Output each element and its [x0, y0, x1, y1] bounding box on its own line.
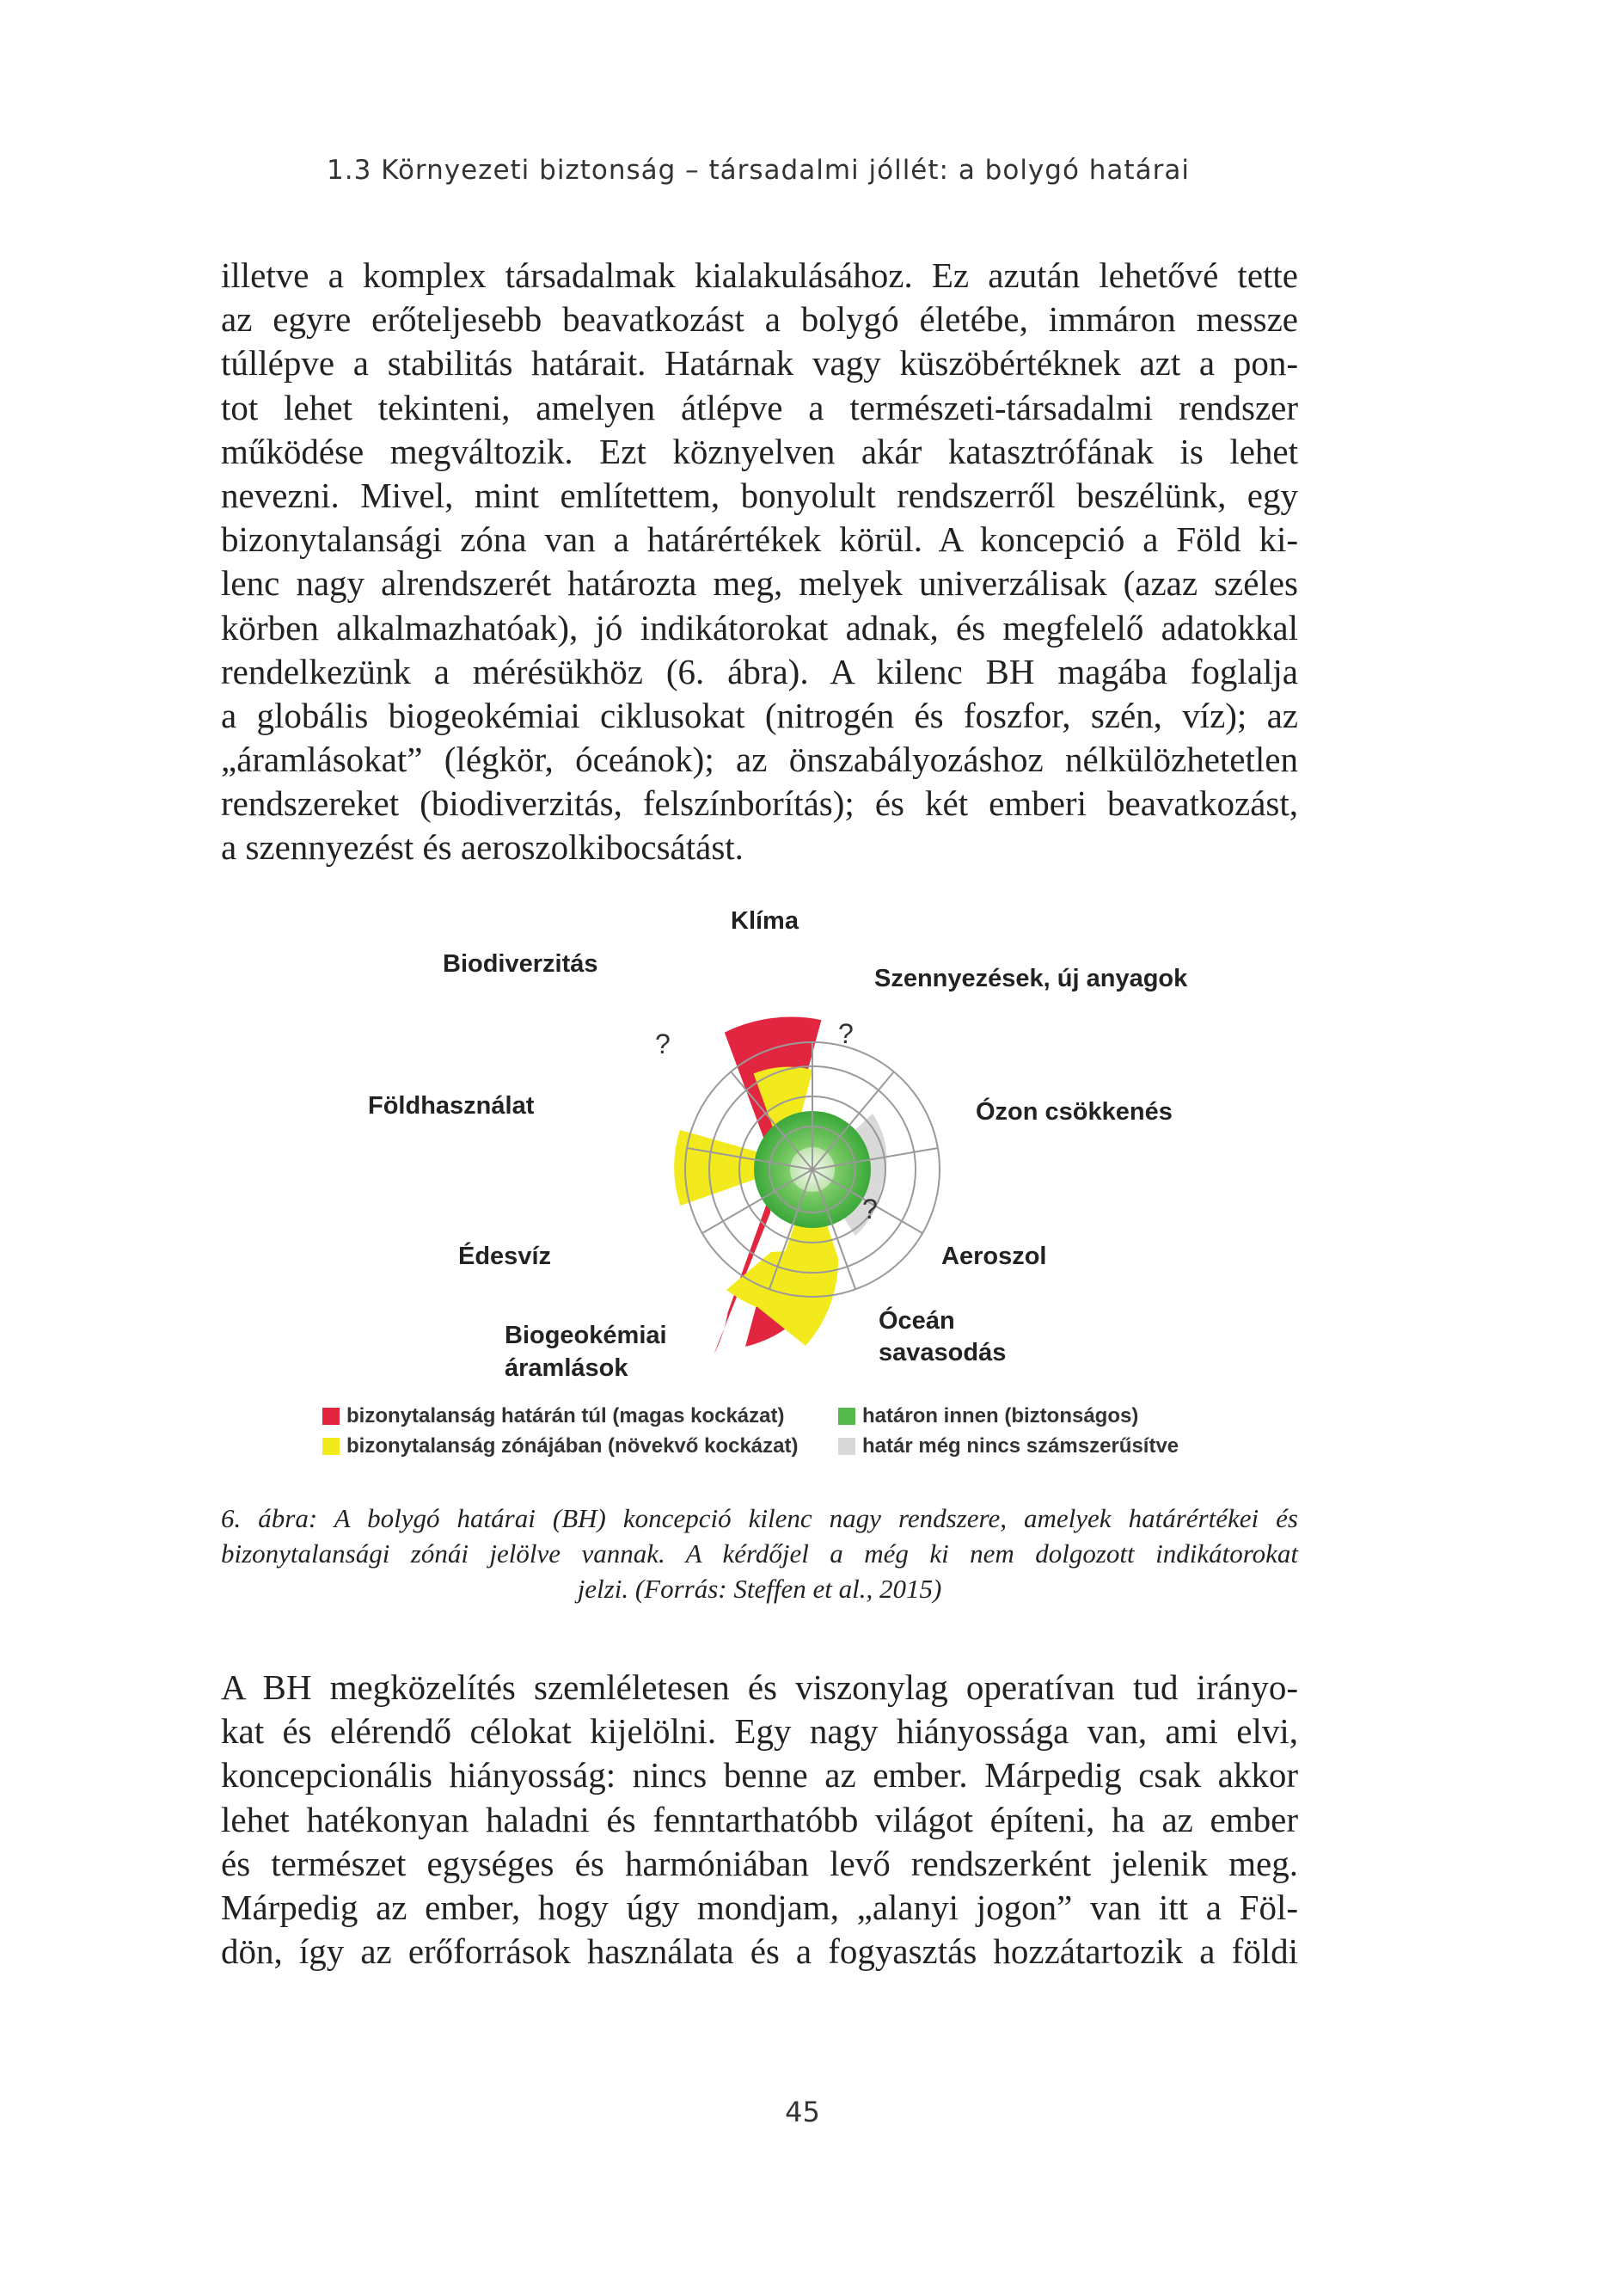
text-line: a szennyezést és aeroszolkibocsátást.: [221, 827, 744, 868]
legend-green-swatch: [838, 1408, 855, 1425]
text-line: működése megváltozik. Ezt köznyelven akár katasztrófának is lehet: [221, 431, 1298, 471]
label-ocean-2: savasodás: [879, 1339, 1007, 1366]
text-line: tot lehet tekinteni, amelyen átlépve a természeti-társadalmi rendszer: [221, 387, 1298, 427]
caption-line: 6. ábra: A bolygó határai (BH) koncepció kilenc nagy rendszere, amelyek határértékei és: [221, 1503, 1298, 1533]
legend-gray-text: határ még nincs számszerűsítve: [862, 1434, 1179, 1458]
text-line: koncepcionális hiányosság: nincs benne az ember. Márpedig csak akkor: [221, 1755, 1298, 1796]
label-ozone: Ózon csökkenés: [976, 1098, 1173, 1126]
page-number: 45: [785, 2096, 820, 2128]
running-head: 1.3 Környezeti biztonság – társadalmi jóllét: a bolygó határai: [327, 155, 1190, 186]
text-line: nevezni. Mivel, mint említettem, bonyolult rendszerről beszélünk, egy: [221, 475, 1298, 515]
text-line: kat és elérendő célokat kijelölni. Egy nagy hiányossága van, ami elvi,: [221, 1711, 1298, 1752]
label-novel-entities: Szennyezések, új anyagok: [874, 965, 1188, 992]
text-line: körben alkalmazhatóak), jó indikátorokat adnak, és megfelelő adatokkal: [221, 607, 1298, 648]
planetary-boundaries-figure: [305, 899, 1259, 1483]
legend-yellow-text: bizonytalanság zónájában (növekvő kockázat): [346, 1434, 799, 1458]
legend-green-text: határon innen (biztonságos): [862, 1404, 1139, 1427]
text-line: rendelkezünk a mérésükhöz (6. ábra). A kilenc BH magába foglalja: [221, 651, 1298, 691]
paragraph-2: [221, 1666, 1298, 1974]
text-line: bizonytalansági zóna van a határértékek körül. A koncepció a Föld ki-: [221, 519, 1298, 560]
text-line: a globális biogeokémiai ciklusokat (nitrogén és foszfor, szén, víz); az: [221, 695, 1298, 735]
label-land-use: Földhasználat: [368, 1092, 535, 1120]
legend-gray: [838, 1434, 1179, 1458]
figure-caption: [221, 1501, 1298, 1606]
text-line: rendszereket (biodiverzitás, felszínborítás); és két emberi beavatkozást,: [221, 783, 1298, 824]
caption-line: jelzi. (Forrás: Steffen et al., 2015): [577, 1574, 942, 1604]
text-line: túllépve a stabilitás határait. Határnak vagy küszöbértéknek azt a pon-: [221, 343, 1298, 384]
text-line: A BH megközelítés szemléletesen és viszonylag operatívan tud irányo-: [221, 1667, 1298, 1707]
legend-red-text: bizonytalanság határán túl (magas kockázat): [346, 1404, 785, 1427]
label-ocean-1: Óceán: [879, 1307, 955, 1335]
text-line: Márpedig az ember, hogy úgy mondjam, „alanyi jogon” van itt a Föl-: [221, 1887, 1298, 1927]
legend-red: [322, 1404, 784, 1428]
question-mark-novel-entities: ?: [838, 1018, 854, 1049]
legend-yellow-swatch: [322, 1438, 340, 1455]
text-line: dön, így az erőforrások használata és a fogyasztás hozzátartozik a földi: [221, 1931, 1298, 1972]
label-biogeochemical-2: áramlások: [505, 1354, 628, 1382]
legend-gray-swatch: [838, 1438, 855, 1455]
caption-line: bizonytalansági zónái jelölve vannak. A kérdőjel a még ki nem dolgozott indikátorokat: [221, 1538, 1298, 1569]
question-mark-land-use: ?: [655, 1028, 671, 1059]
label-biodiversity: Biodiverzitás: [443, 950, 598, 978]
label-freshwater: Édesvíz: [458, 1243, 551, 1270]
legend-green: [838, 1404, 1138, 1428]
label-biogeochemical-1: Biogeokémiai: [505, 1322, 667, 1349]
text-line: az egyre erőteljesebb beavatkozást a bolygó életébe, immáron messze: [221, 299, 1298, 340]
legend-yellow: [322, 1434, 798, 1458]
text-line: „áramlásokat” (légkör, óceánok); az önszabályozáshoz nélkülözhetetlen: [221, 740, 1298, 780]
text-line: és természet egységes és harmóniában levő rendszerként jelenik meg.: [221, 1843, 1298, 1883]
text-line: illetve a komplex társadalmak kialakulásához. Ez azután lehetővé tette: [221, 255, 1298, 295]
label-climate: Klíma: [731, 907, 799, 935]
legend-red-swatch: [322, 1408, 340, 1425]
question-mark-aerosol: ?: [862, 1194, 878, 1225]
text-line: lenc nagy alrendszerét határozta meg, melyek univerzálisak (azaz széles: [221, 563, 1298, 604]
label-aerosol: Aeroszol: [941, 1243, 1047, 1270]
text-line: lehet hatékonyan haladni és fenntarthatóbb világot építeni, ha az ember: [221, 1799, 1298, 1839]
paragraph-1: [221, 254, 1298, 870]
